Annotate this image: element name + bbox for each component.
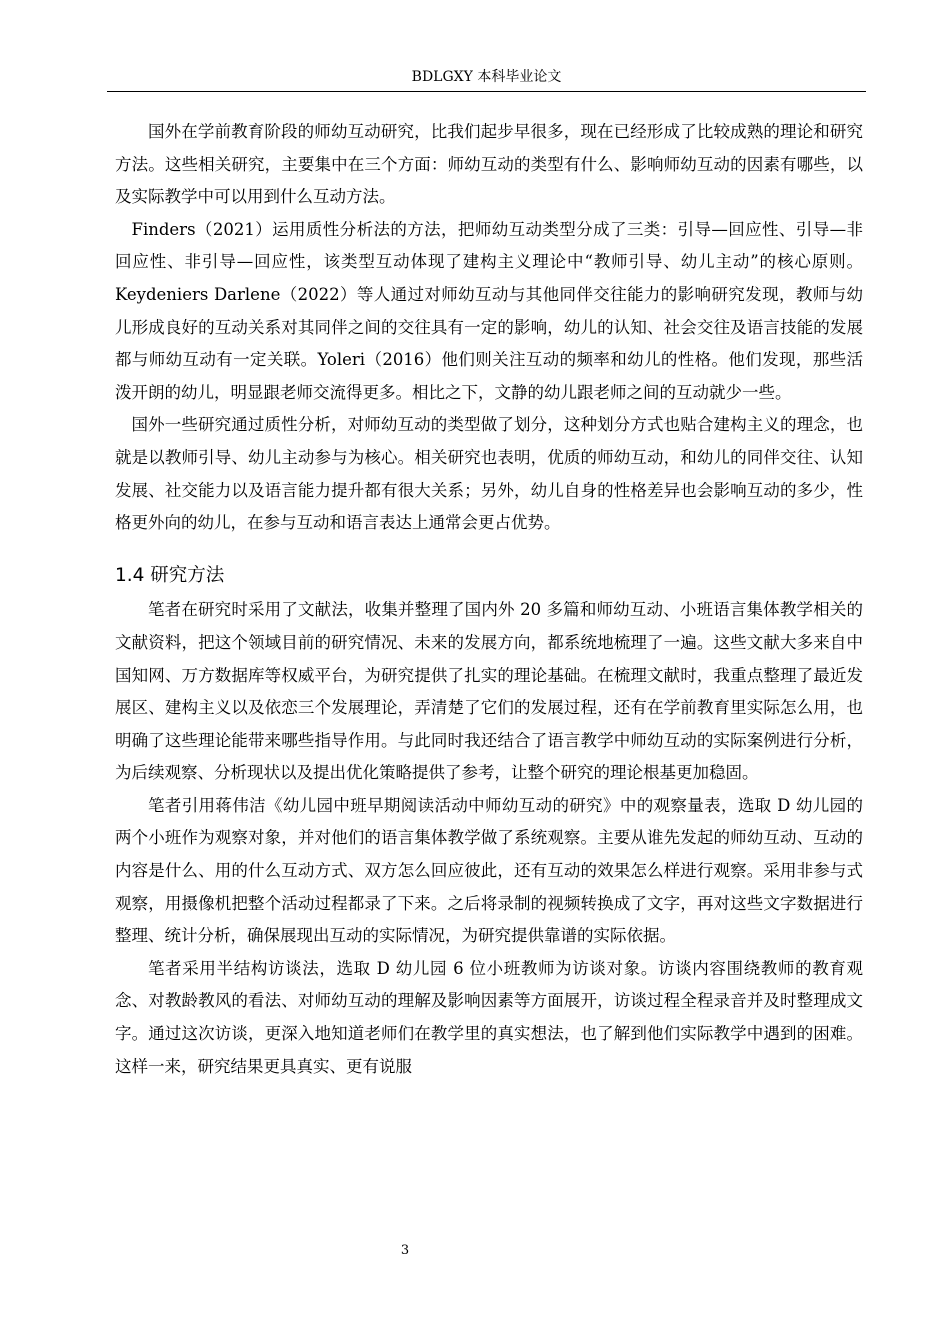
paragraph-observation-method: 笔者引用蒋伟洁《幼儿园中班早期阅读活动中师幼互动的研究》中的观察量表，选取 D 幼儿园的两个小班作为观察对象，并对他们的语言集体教学做了系统观察。主要从谁先发起的师幼互动、互动的内容是什么、用的什么互动方式、双方怎么回应彼此，还有互动的效果怎么样进行观察。采用非参与式观察，用摄像机把整个活动过程都录了下来。之后将录制的视频转换成了文字，再对这些文字数据进行整理、统计分析，确保展现出互动的实际情况，为研究提供靠谱的实际依据。 bbox=[115, 795, 863, 946]
page-body bbox=[115, 116, 863, 1083]
section-heading: 1.4 研究方法 bbox=[115, 564, 225, 586]
paragraph-foreign-studies: Finders（2021）运用质性分析法的方法，把师幼互动类型分成了三类：引导—回应性、引导—非回应性、非引导—回应性，该类型互动体现了建构主义理论中“教师引导、幼儿主动”的核心原则。Keydeniers Darlene（2022）等人通过对师幼互动与其他同伴交往能力的影响研究发现，教师与幼儿形成良好的互动关系对其同伴之间的交往具有一定的影响，幼儿的认知、社会交往及语言技能的发展都与师幼互动有一定关联。Yoleri（2016）他们则关注互动的频率和幼儿的性格。他们发现，那些活泼开朗的幼儿，明显跟老师交流得更多。相比之下，文静的幼儿跟老师之间的互动就少一些。 bbox=[115, 219, 863, 402]
paragraph-interview-method: 笔者采用半结构访谈法，选取 D 幼儿园 6 位小班教师为访谈对象。访谈内容围绕教师的教育观念、对教龄教风的看法、对师幼互动的理解及影响因素等方面展开，访谈过程全程录音并及时整理成文字。通过这次访谈，更深入地知道老师们在教学里的真实想法，也了解到他们实际教学中遇到的困难。这样一来，研究结果更具真实、更有说服 bbox=[115, 958, 863, 1076]
running-header: BDLGXY 本科毕业论文 bbox=[411, 69, 562, 85]
paragraph-summary: 国外一些研究通过质性分析，对师幼互动的类型做了划分，这种划分方式也贴合建构主义的理念，也就是以教师引导、幼儿主动参与为核心。相关研究也表明，优质的师幼互动，和幼儿的同伴交往、认知发展、社交能力以及语言能力提升都有很大关系；另外，幼儿自身的性格差异也会影响互动的多少，性格更外向的幼儿，在参与互动和语言表达上通常会更占优势。 bbox=[115, 415, 863, 533]
header-rule bbox=[107, 91, 866, 92]
page-number: 3 bbox=[400, 1243, 410, 1258]
paragraph-overview: 国外在学前教育阶段的师幼互动研究，比我们起步早很多，现在已经形成了比较成熟的理论和研究方法。这些相关研究，主要集中在三个方面：师幼互动的类型有什么、影响师幼互动的因素有哪些，以及实际教学中可以用到什么互动方法。 bbox=[115, 122, 863, 207]
paragraph-literature-method: 笔者在研究时采用了文献法，收集并整理了国内外 20 多篇和师幼互动、小班语言集体教学相关的文献资料，把这个领域目前的研究情况、未来的发展方向，都系统地梳理了一遍。这些文献大多来自中国知网、万方数据库等权威平台，为研究提供了扎实的理论基础。在梳理文献时，我重点整理了最近发展区、建构主义以及依恋三个发展理论，弄清楚了它们的发展过程，还有在学前教育里实际怎么用，也明确了这些理论能带来哪些指导作用。与此同时我还结合了语言教学中师幼互动的实际案例进行分析，为后续观察、分析现状以及提出优化策略提供了参考，让整个研究的理论根基更加稳固。 bbox=[115, 600, 863, 783]
